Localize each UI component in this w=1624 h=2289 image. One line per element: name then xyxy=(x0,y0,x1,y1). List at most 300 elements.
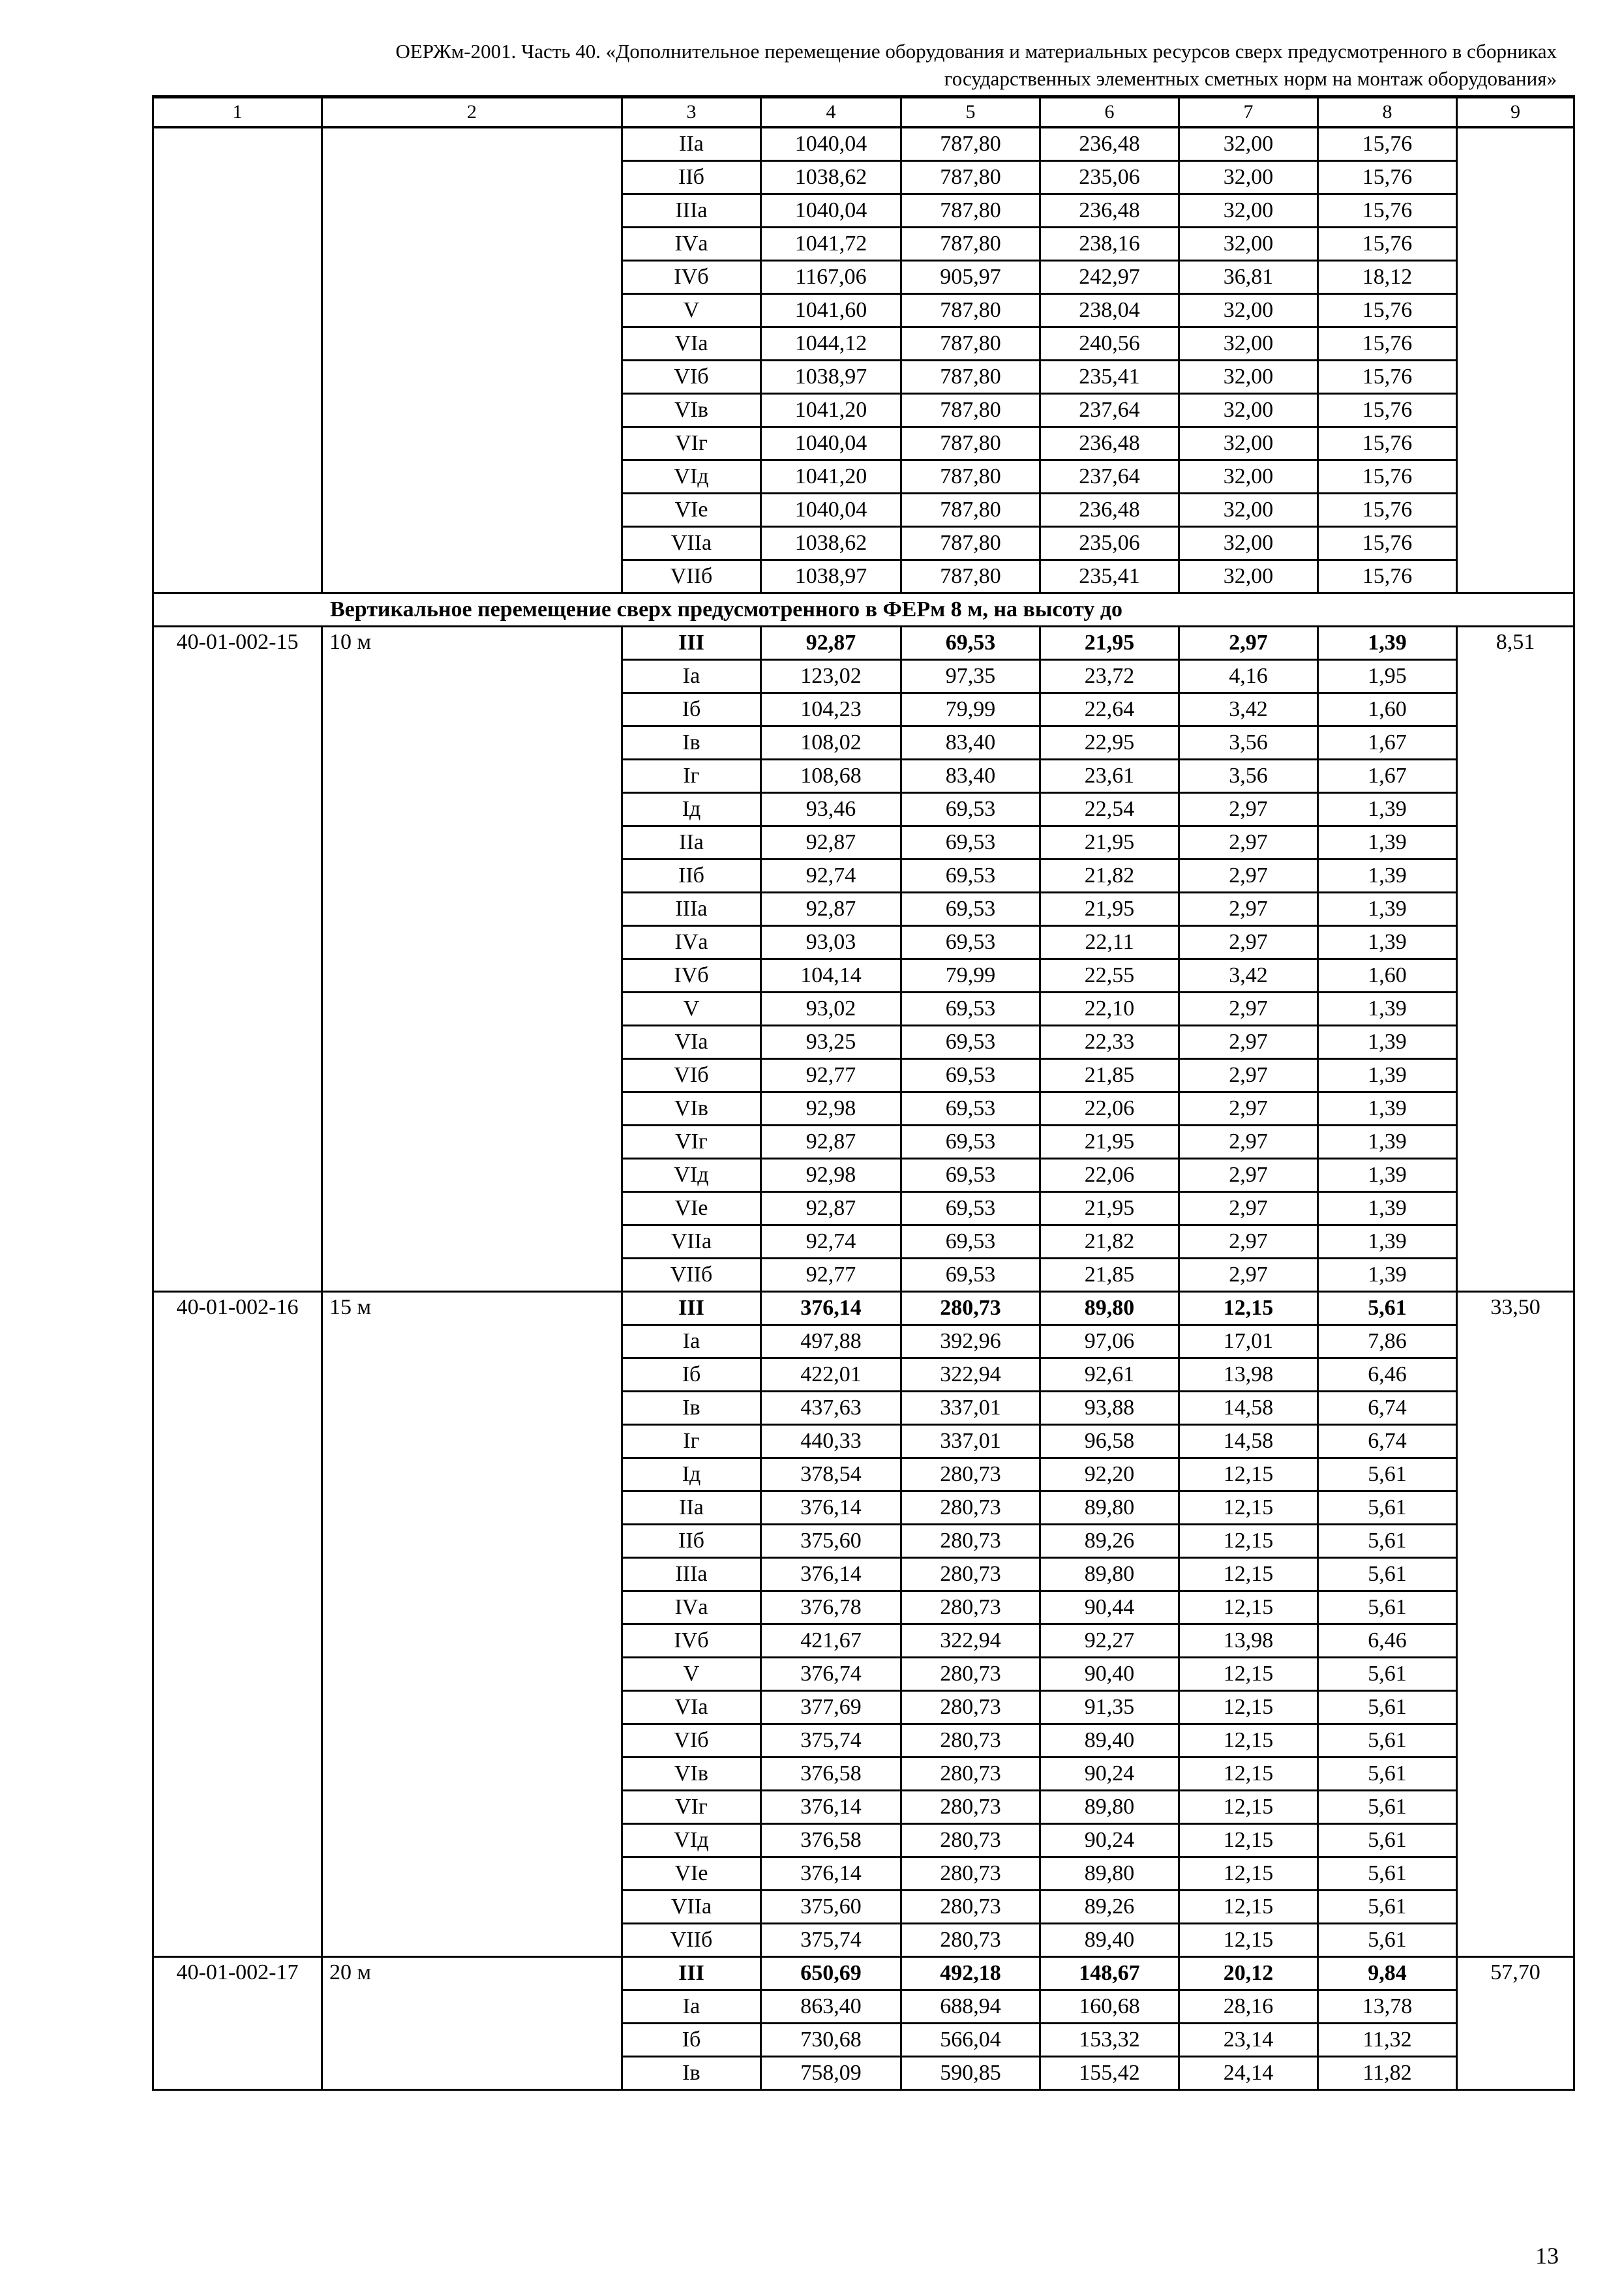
price-total-cell: 1041,20 xyxy=(761,460,901,494)
price-component-5-cell: 787,80 xyxy=(901,494,1040,527)
price-component-5-cell: 280,73 xyxy=(901,1758,1040,1791)
price-component-5-cell: 787,80 xyxy=(901,194,1040,228)
price-component-8-cell: 1,39 xyxy=(1318,826,1457,860)
price-total-cell: 92,98 xyxy=(761,1092,901,1126)
total-cell: 8,51 xyxy=(1457,627,1574,1292)
price-component-8-cell: 11,82 xyxy=(1318,2057,1457,2090)
price-component-8-cell: 15,76 xyxy=(1318,560,1457,593)
price-component-6-cell: 21,85 xyxy=(1040,1059,1179,1092)
price-component-5-cell: 280,73 xyxy=(901,1292,1040,1325)
price-component-6-cell: 89,80 xyxy=(1040,1491,1179,1525)
price-component-6-cell: 89,80 xyxy=(1040,1857,1179,1891)
price-component-8-cell: 5,61 xyxy=(1318,1824,1457,1857)
price-component-8-cell: 5,61 xyxy=(1318,1658,1457,1691)
price-component-6-cell: 89,80 xyxy=(1040,1292,1179,1325)
price-total-cell: 92,87 xyxy=(761,893,901,926)
price-component-7-cell: 12,15 xyxy=(1179,1491,1318,1525)
price-total-cell: 421,67 xyxy=(761,1624,901,1658)
price-component-6-cell: 21,95 xyxy=(1040,1192,1179,1225)
column-number: 9 xyxy=(1457,97,1574,128)
zone-cell: Iд xyxy=(622,1458,761,1491)
price-component-7-cell: 2,97 xyxy=(1179,893,1318,926)
price-total-cell: 93,03 xyxy=(761,926,901,959)
price-component-5-cell: 280,73 xyxy=(901,1658,1040,1691)
price-component-6-cell: 23,61 xyxy=(1040,760,1179,793)
price-component-5-cell: 787,80 xyxy=(901,228,1040,261)
zone-cell: IVб xyxy=(622,959,761,993)
zone-cell: VIIа xyxy=(622,1891,761,1924)
price-component-7-cell: 23,14 xyxy=(1179,2024,1318,2057)
price-total-cell: 1040,04 xyxy=(761,494,901,527)
price-component-5-cell: 905,97 xyxy=(901,261,1040,294)
section-row xyxy=(153,593,1574,627)
price-component-7-cell: 12,15 xyxy=(1179,1724,1318,1758)
price-component-7-cell: 3,56 xyxy=(1179,726,1318,760)
zone-cell: IIб xyxy=(622,1525,761,1558)
zone-cell: VIIб xyxy=(622,1924,761,1957)
price-component-7-cell: 24,14 xyxy=(1179,2057,1318,2090)
price-component-8-cell: 5,61 xyxy=(1318,1591,1457,1624)
price-component-5-cell: 69,53 xyxy=(901,993,1040,1026)
price-component-6-cell: 89,26 xyxy=(1040,1891,1179,1924)
price-component-6-cell: 22,06 xyxy=(1040,1159,1179,1192)
price-component-5-cell: 79,99 xyxy=(901,693,1040,726)
price-component-7-cell: 3,42 xyxy=(1179,959,1318,993)
price-component-6-cell: 242,97 xyxy=(1040,261,1179,294)
price-component-5-cell: 787,80 xyxy=(901,427,1040,460)
price-component-8-cell: 5,61 xyxy=(1318,1791,1457,1824)
table-row xyxy=(153,127,1574,161)
price-component-8-cell: 6,74 xyxy=(1318,1392,1457,1425)
price-component-6-cell: 148,67 xyxy=(1040,1957,1179,1990)
zone-cell: VIв xyxy=(622,394,761,427)
price-component-7-cell: 2,97 xyxy=(1179,1026,1318,1059)
price-component-8-cell: 5,61 xyxy=(1318,1491,1457,1525)
price-total-cell: 650,69 xyxy=(761,1957,901,1990)
price-component-8-cell: 1,39 xyxy=(1318,993,1457,1026)
price-component-6-cell: 235,06 xyxy=(1040,527,1179,560)
column-number: 8 xyxy=(1318,97,1457,128)
price-component-5-cell: 280,73 xyxy=(901,1924,1040,1957)
price-component-7-cell: 3,56 xyxy=(1179,760,1318,793)
price-component-7-cell: 32,00 xyxy=(1179,394,1318,427)
zone-cell: VIд xyxy=(622,460,761,494)
price-component-5-cell: 280,73 xyxy=(901,1458,1040,1491)
price-component-5-cell: 69,53 xyxy=(901,1259,1040,1292)
price-component-6-cell: 155,42 xyxy=(1040,2057,1179,2090)
price-component-8-cell: 1,95 xyxy=(1318,660,1457,693)
price-component-6-cell: 236,48 xyxy=(1040,194,1179,228)
price-total-cell: 376,74 xyxy=(761,1658,901,1691)
price-component-7-cell: 2,97 xyxy=(1179,860,1318,893)
price-component-7-cell: 12,15 xyxy=(1179,1891,1318,1924)
name-cell: 10 м xyxy=(322,627,622,1292)
price-component-6-cell: 235,41 xyxy=(1040,560,1179,593)
price-component-6-cell: 240,56 xyxy=(1040,327,1179,361)
price-component-6-cell: 97,06 xyxy=(1040,1325,1179,1358)
price-component-6-cell: 96,58 xyxy=(1040,1425,1179,1458)
price-total-cell: 1038,62 xyxy=(761,527,901,560)
price-component-6-cell: 90,44 xyxy=(1040,1591,1179,1624)
zone-cell: Iб xyxy=(622,693,761,726)
price-total-cell: 440,33 xyxy=(761,1425,901,1458)
price-component-5-cell: 280,73 xyxy=(901,1791,1040,1824)
price-component-8-cell: 15,76 xyxy=(1318,127,1457,161)
price-component-8-cell: 15,76 xyxy=(1318,361,1457,394)
price-total-cell: 376,58 xyxy=(761,1758,901,1791)
zone-cell: IIа xyxy=(622,826,761,860)
zone-cell: IVб xyxy=(622,1624,761,1658)
zone-cell: VIв xyxy=(622,1758,761,1791)
column-number: 2 xyxy=(322,97,622,128)
price-component-8-cell: 1,39 xyxy=(1318,1092,1457,1126)
price-component-8-cell: 5,61 xyxy=(1318,1758,1457,1791)
price-component-5-cell: 322,94 xyxy=(901,1358,1040,1392)
price-component-7-cell: 32,00 xyxy=(1179,294,1318,327)
price-component-8-cell: 1,39 xyxy=(1318,627,1457,660)
price-total-cell: 104,14 xyxy=(761,959,901,993)
price-component-8-cell: 15,76 xyxy=(1318,460,1457,494)
zone-cell: Iв xyxy=(622,726,761,760)
price-component-5-cell: 337,01 xyxy=(901,1392,1040,1425)
price-component-7-cell: 32,00 xyxy=(1179,460,1318,494)
page-number: 13 xyxy=(1535,2243,1559,2269)
column-number: 6 xyxy=(1040,97,1179,128)
price-component-7-cell: 13,98 xyxy=(1179,1358,1318,1392)
price-component-6-cell: 160,68 xyxy=(1040,1990,1179,2024)
zone-cell: IIIа xyxy=(622,893,761,926)
price-component-6-cell: 90,40 xyxy=(1040,1658,1179,1691)
price-component-8-cell: 1,39 xyxy=(1318,1026,1457,1059)
price-component-6-cell: 21,85 xyxy=(1040,1259,1179,1292)
price-total-cell: 377,69 xyxy=(761,1691,901,1724)
price-total-cell: 376,14 xyxy=(761,1857,901,1891)
price-total-cell: 1041,60 xyxy=(761,294,901,327)
price-component-7-cell: 32,00 xyxy=(1179,427,1318,460)
price-total-cell: 92,74 xyxy=(761,860,901,893)
price-component-7-cell: 12,15 xyxy=(1179,1591,1318,1624)
price-component-6-cell: 93,88 xyxy=(1040,1392,1179,1425)
price-total-cell: 730,68 xyxy=(761,2024,901,2057)
price-component-5-cell: 566,04 xyxy=(901,2024,1040,2057)
price-component-7-cell: 32,00 xyxy=(1179,228,1318,261)
price-component-5-cell: 69,53 xyxy=(901,860,1040,893)
total-cell xyxy=(1457,127,1574,593)
zone-cell: VIе xyxy=(622,1857,761,1891)
price-component-6-cell: 89,26 xyxy=(1040,1525,1179,1558)
zone-cell: VIд xyxy=(622,1159,761,1192)
zone-cell: VIг xyxy=(622,427,761,460)
zone-cell: VIб xyxy=(622,361,761,394)
price-total-cell: 375,74 xyxy=(761,1924,901,1957)
price-component-7-cell: 36,81 xyxy=(1179,261,1318,294)
price-component-7-cell: 12,15 xyxy=(1179,1924,1318,1957)
price-component-5-cell: 280,73 xyxy=(901,1558,1040,1591)
column-number: 4 xyxy=(761,97,901,128)
price-component-7-cell: 12,15 xyxy=(1179,1558,1318,1591)
zone-cell: VIг xyxy=(622,1126,761,1159)
price-component-5-cell: 69,53 xyxy=(901,1059,1040,1092)
price-component-5-cell: 787,80 xyxy=(901,560,1040,593)
price-component-5-cell: 787,80 xyxy=(901,294,1040,327)
column-number: 1 xyxy=(153,97,322,128)
price-component-5-cell: 69,53 xyxy=(901,1192,1040,1225)
price-component-6-cell: 22,95 xyxy=(1040,726,1179,760)
price-component-5-cell: 787,80 xyxy=(901,394,1040,427)
code-cell: 40-01-002-17 xyxy=(153,1957,322,2090)
zone-cell: V xyxy=(622,294,761,327)
price-component-6-cell: 91,35 xyxy=(1040,1691,1179,1724)
price-component-6-cell: 236,48 xyxy=(1040,494,1179,527)
price-component-5-cell: 337,01 xyxy=(901,1425,1040,1458)
price-component-5-cell: 280,73 xyxy=(901,1724,1040,1758)
price-component-7-cell: 32,00 xyxy=(1179,494,1318,527)
price-component-5-cell: 392,96 xyxy=(901,1325,1040,1358)
price-component-7-cell: 32,00 xyxy=(1179,127,1318,161)
price-component-6-cell: 89,80 xyxy=(1040,1791,1179,1824)
zone-cell: Iд xyxy=(622,793,761,826)
zone-cell: VIе xyxy=(622,1192,761,1225)
price-component-5-cell: 492,18 xyxy=(901,1957,1040,1990)
code-cell xyxy=(153,127,322,593)
price-component-5-cell: 83,40 xyxy=(901,760,1040,793)
price-component-7-cell: 32,00 xyxy=(1179,560,1318,593)
price-component-5-cell: 787,80 xyxy=(901,327,1040,361)
zone-cell: VIIб xyxy=(622,560,761,593)
price-total-cell: 376,78 xyxy=(761,1591,901,1624)
price-component-8-cell: 1,39 xyxy=(1318,926,1457,959)
price-component-7-cell: 2,97 xyxy=(1179,826,1318,860)
price-component-8-cell: 5,61 xyxy=(1318,1857,1457,1891)
price-component-5-cell: 787,80 xyxy=(901,127,1040,161)
price-component-7-cell: 2,97 xyxy=(1179,926,1318,959)
price-component-8-cell: 1,39 xyxy=(1318,1159,1457,1192)
price-total-cell: 497,88 xyxy=(761,1325,901,1358)
price-total-cell: 108,02 xyxy=(761,726,901,760)
header-line-1: ОЕРЖм-2001. Часть 40. «Дополнительное перемещение оборудования и материальных ресурсов сверх предусмотренного в сборниках xyxy=(395,40,1557,63)
price-total-cell: 1041,20 xyxy=(761,394,901,427)
price-component-6-cell: 22,06 xyxy=(1040,1092,1179,1126)
price-total-cell: 92,77 xyxy=(761,1259,901,1292)
zone-cell: Iб xyxy=(622,1358,761,1392)
price-total-cell: 1040,04 xyxy=(761,427,901,460)
price-component-7-cell: 2,97 xyxy=(1179,1259,1318,1292)
price-total-cell: 758,09 xyxy=(761,2057,901,2090)
zone-cell: Iв xyxy=(622,2057,761,2090)
zone-cell: Iа xyxy=(622,1325,761,1358)
name-cell: 15 м xyxy=(322,1292,622,1957)
rates-table xyxy=(152,95,1575,2091)
price-total-cell: 92,98 xyxy=(761,1159,901,1192)
price-total-cell: 1038,62 xyxy=(761,161,901,194)
price-component-8-cell: 1,60 xyxy=(1318,959,1457,993)
price-component-6-cell: 89,40 xyxy=(1040,1924,1179,1957)
price-total-cell: 376,14 xyxy=(761,1558,901,1591)
price-total-cell: 376,14 xyxy=(761,1491,901,1525)
price-component-5-cell: 69,53 xyxy=(901,826,1040,860)
zone-cell: VIIа xyxy=(622,527,761,560)
price-component-7-cell: 12,15 xyxy=(1179,1824,1318,1857)
zone-cell: Iб xyxy=(622,2024,761,2057)
price-component-7-cell: 2,97 xyxy=(1179,1059,1318,1092)
price-component-8-cell: 13,78 xyxy=(1318,1990,1457,2024)
price-component-8-cell: 1,39 xyxy=(1318,1259,1457,1292)
price-component-7-cell: 12,15 xyxy=(1179,1458,1318,1491)
price-component-5-cell: 590,85 xyxy=(901,2057,1040,2090)
price-component-6-cell: 89,40 xyxy=(1040,1724,1179,1758)
zone-cell: V xyxy=(622,993,761,1026)
price-component-6-cell: 90,24 xyxy=(1040,1758,1179,1791)
price-component-7-cell: 3,42 xyxy=(1179,693,1318,726)
price-component-5-cell: 69,53 xyxy=(901,926,1040,959)
price-total-cell: 93,02 xyxy=(761,993,901,1026)
page-header xyxy=(151,38,1557,93)
price-component-6-cell: 235,06 xyxy=(1040,161,1179,194)
zone-cell: Iв xyxy=(622,1392,761,1425)
price-component-7-cell: 2,97 xyxy=(1179,1192,1318,1225)
price-component-7-cell: 2,97 xyxy=(1179,993,1318,1026)
price-component-7-cell: 2,97 xyxy=(1179,1092,1318,1126)
price-component-6-cell: 22,33 xyxy=(1040,1026,1179,1059)
table-row xyxy=(153,627,1574,660)
zone-cell: IIб xyxy=(622,860,761,893)
price-component-5-cell: 69,53 xyxy=(901,627,1040,660)
price-component-6-cell: 22,10 xyxy=(1040,993,1179,1026)
zone-cell: IVа xyxy=(622,1591,761,1624)
zone-cell: VIа xyxy=(622,1026,761,1059)
price-component-7-cell: 2,97 xyxy=(1179,793,1318,826)
price-component-6-cell: 21,82 xyxy=(1040,1225,1179,1259)
price-component-5-cell: 83,40 xyxy=(901,726,1040,760)
price-total-cell: 92,87 xyxy=(761,826,901,860)
price-component-5-cell: 280,73 xyxy=(901,1691,1040,1724)
zone-cell: IVа xyxy=(622,228,761,261)
price-component-8-cell: 15,76 xyxy=(1318,194,1457,228)
table-row xyxy=(153,1957,1574,1990)
price-component-6-cell: 153,32 xyxy=(1040,2024,1179,2057)
zone-cell: VIе xyxy=(622,494,761,527)
price-total-cell: 378,54 xyxy=(761,1458,901,1491)
zone-cell: VIг xyxy=(622,1791,761,1824)
zone-cell: VIд xyxy=(622,1824,761,1857)
price-component-6-cell: 235,41 xyxy=(1040,361,1179,394)
price-component-8-cell: 5,61 xyxy=(1318,1558,1457,1591)
zone-cell: VIа xyxy=(622,1691,761,1724)
price-component-6-cell: 89,80 xyxy=(1040,1558,1179,1591)
price-component-7-cell: 32,00 xyxy=(1179,361,1318,394)
column-number: 3 xyxy=(622,97,761,128)
price-component-8-cell: 5,61 xyxy=(1318,1458,1457,1491)
price-component-8-cell: 1,39 xyxy=(1318,893,1457,926)
price-component-5-cell: 69,53 xyxy=(901,1026,1040,1059)
zone-cell: III xyxy=(622,1292,761,1325)
price-component-8-cell: 1,67 xyxy=(1318,760,1457,793)
price-total-cell: 422,01 xyxy=(761,1358,901,1392)
price-component-8-cell: 5,61 xyxy=(1318,1525,1457,1558)
zone-cell: VIб xyxy=(622,1059,761,1092)
zone-cell: VIб xyxy=(622,1724,761,1758)
price-component-6-cell: 21,95 xyxy=(1040,627,1179,660)
price-component-6-cell: 22,54 xyxy=(1040,793,1179,826)
price-component-7-cell: 2,97 xyxy=(1179,1225,1318,1259)
price-total-cell: 1167,06 xyxy=(761,261,901,294)
price-total-cell: 1044,12 xyxy=(761,327,901,361)
price-component-5-cell: 280,73 xyxy=(901,1491,1040,1525)
price-component-8-cell: 15,76 xyxy=(1318,427,1457,460)
price-total-cell: 1038,97 xyxy=(761,361,901,394)
price-component-5-cell: 280,73 xyxy=(901,1591,1040,1624)
price-component-6-cell: 236,48 xyxy=(1040,427,1179,460)
price-component-8-cell: 6,46 xyxy=(1318,1624,1457,1658)
zone-cell: IIа xyxy=(622,127,761,161)
price-component-6-cell: 238,04 xyxy=(1040,294,1179,327)
zone-cell: IIа xyxy=(622,1491,761,1525)
price-component-8-cell: 1,39 xyxy=(1318,793,1457,826)
price-component-5-cell: 69,53 xyxy=(901,893,1040,926)
price-component-8-cell: 15,76 xyxy=(1318,327,1457,361)
price-component-6-cell: 90,24 xyxy=(1040,1824,1179,1857)
price-total-cell: 1038,97 xyxy=(761,560,901,593)
price-component-6-cell: 237,64 xyxy=(1040,394,1179,427)
price-component-5-cell: 280,73 xyxy=(901,1891,1040,1924)
price-total-cell: 92,87 xyxy=(761,1192,901,1225)
price-component-7-cell: 14,58 xyxy=(1179,1392,1318,1425)
price-component-7-cell: 2,97 xyxy=(1179,627,1318,660)
zone-cell: Iа xyxy=(622,660,761,693)
price-component-8-cell: 15,76 xyxy=(1318,161,1457,194)
price-total-cell: 92,87 xyxy=(761,1126,901,1159)
price-component-7-cell: 28,16 xyxy=(1179,1990,1318,2024)
price-total-cell: 437,63 xyxy=(761,1392,901,1425)
price-component-6-cell: 92,27 xyxy=(1040,1624,1179,1658)
price-component-6-cell: 23,72 xyxy=(1040,660,1179,693)
price-component-7-cell: 12,15 xyxy=(1179,1525,1318,1558)
zone-cell: Iг xyxy=(622,760,761,793)
column-number-row xyxy=(153,97,1574,128)
price-total-cell: 104,23 xyxy=(761,693,901,726)
price-component-5-cell: 280,73 xyxy=(901,1824,1040,1857)
price-component-6-cell: 92,61 xyxy=(1040,1358,1179,1392)
price-component-8-cell: 9,84 xyxy=(1318,1957,1457,1990)
price-component-8-cell: 1,39 xyxy=(1318,860,1457,893)
price-component-8-cell: 5,61 xyxy=(1318,1724,1457,1758)
price-component-5-cell: 69,53 xyxy=(901,1126,1040,1159)
price-component-8-cell: 1,39 xyxy=(1318,1126,1457,1159)
price-total-cell: 123,02 xyxy=(761,660,901,693)
name-cell xyxy=(322,127,622,593)
price-total-cell: 375,74 xyxy=(761,1724,901,1758)
price-total-cell: 92,87 xyxy=(761,627,901,660)
zone-cell: IVа xyxy=(622,926,761,959)
zone-cell: VIIб xyxy=(622,1259,761,1292)
price-component-7-cell: 12,15 xyxy=(1179,1658,1318,1691)
price-component-8-cell: 15,76 xyxy=(1318,394,1457,427)
price-component-7-cell: 12,15 xyxy=(1179,1292,1318,1325)
price-component-6-cell: 236,48 xyxy=(1040,127,1179,161)
price-component-7-cell: 32,00 xyxy=(1179,194,1318,228)
price-component-7-cell: 32,00 xyxy=(1179,527,1318,560)
price-component-8-cell: 11,32 xyxy=(1318,2024,1457,2057)
price-component-5-cell: 787,80 xyxy=(901,460,1040,494)
zone-cell: III xyxy=(622,1957,761,1990)
zone-cell: III xyxy=(622,627,761,660)
code-cell: 40-01-002-15 xyxy=(153,627,322,1292)
price-component-8-cell: 5,61 xyxy=(1318,1891,1457,1924)
zone-cell: IIIа xyxy=(622,1558,761,1591)
price-component-5-cell: 69,53 xyxy=(901,793,1040,826)
column-number: 5 xyxy=(901,97,1040,128)
price-component-7-cell: 14,58 xyxy=(1179,1425,1318,1458)
